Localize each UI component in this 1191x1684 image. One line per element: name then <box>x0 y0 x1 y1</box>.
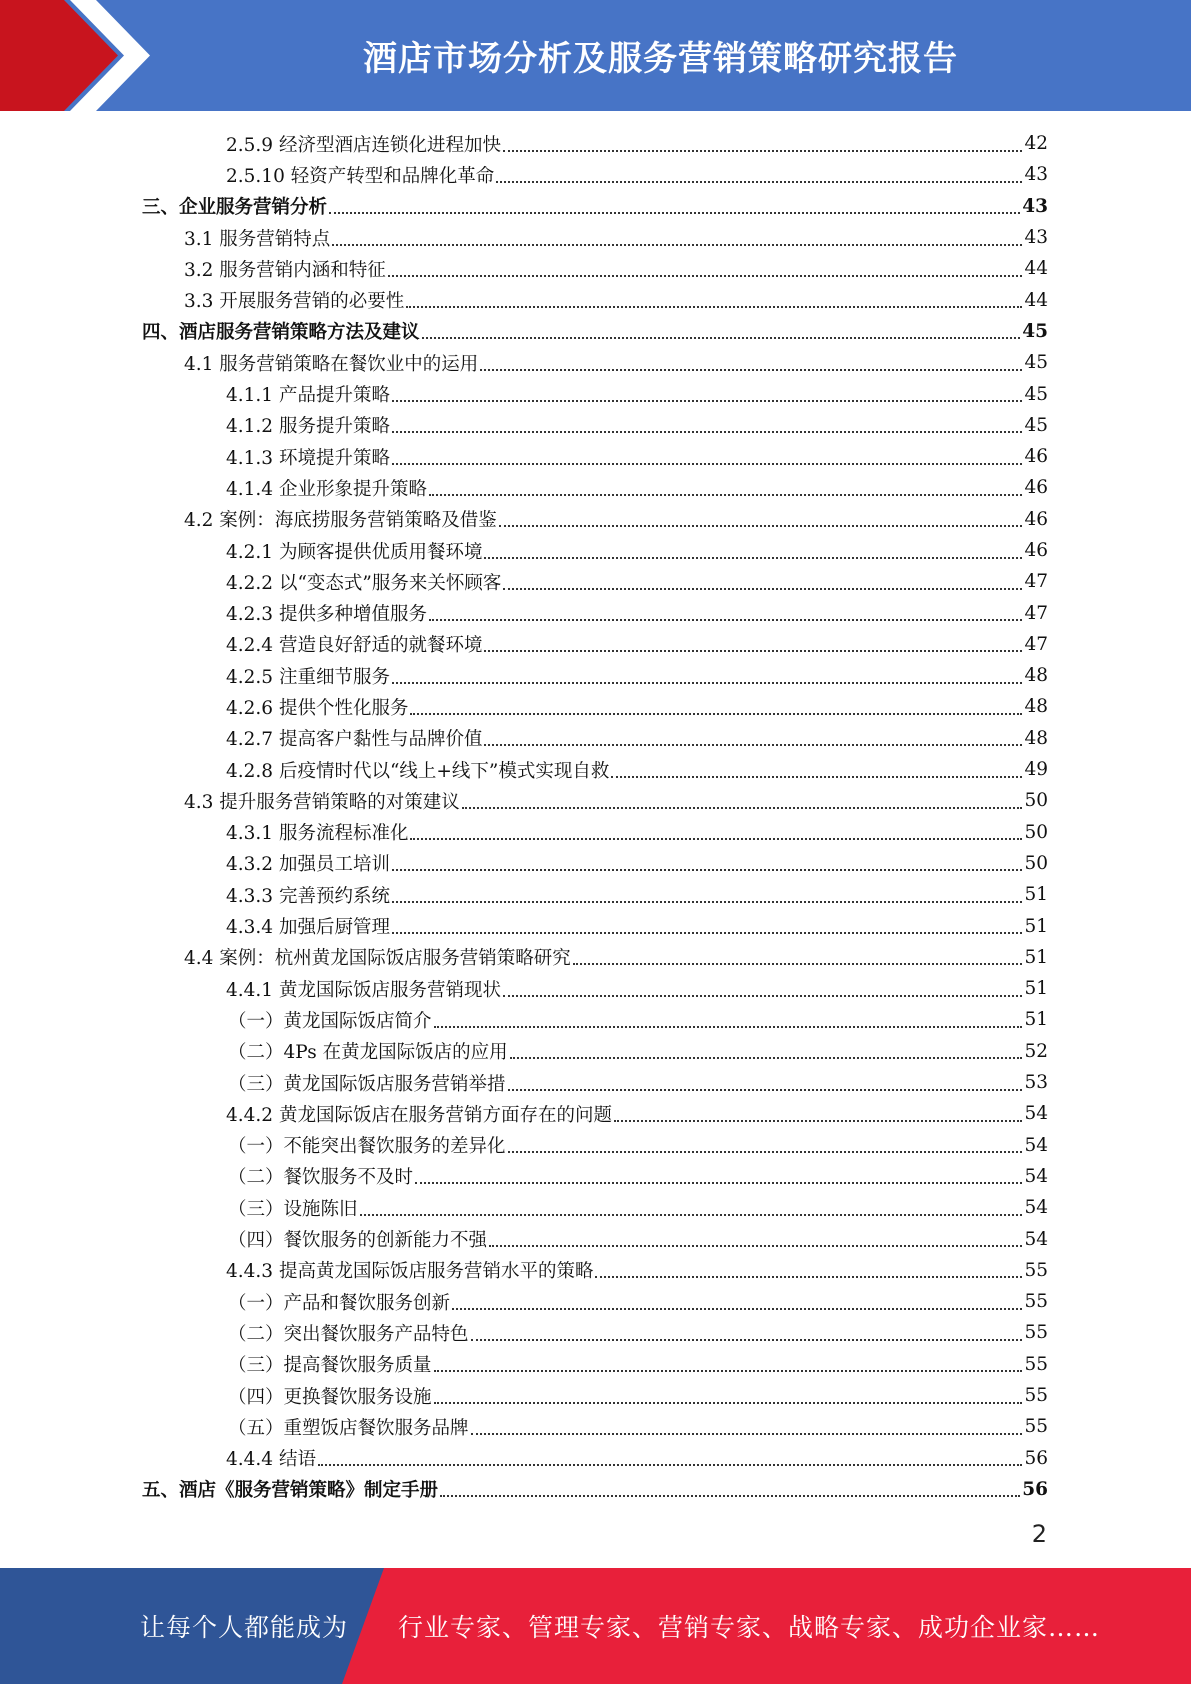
toc-entry-title: （二）餐饮服务不及时 <box>228 1167 414 1189</box>
toc-dot-leader <box>392 400 1022 402</box>
toc-entry-page: 53 <box>1024 1072 1048 1094</box>
toc-entry-title: 3.3 开展服务营销的必要性 <box>184 291 405 313</box>
toc-dot-leader <box>471 1339 1023 1341</box>
toc-entry[interactable] <box>140 1255 1048 1286</box>
toc-entry-title: 4.1.1 产品提升策略 <box>226 385 390 407</box>
toc-entry[interactable] <box>140 973 1048 1004</box>
toc-entry-page: 45 <box>1024 352 1048 374</box>
toc-dot-leader <box>503 150 1022 152</box>
toc-entry-title: （三）提高餐饮服务质量 <box>228 1355 432 1377</box>
toc-entry[interactable] <box>140 504 1048 535</box>
toc-dot-leader <box>318 1464 1023 1466</box>
toc-entry-page: 55 <box>1024 1416 1048 1438</box>
toc-dot-leader <box>595 1276 1022 1278</box>
toc-entry-title: 4.1 服务营销策略在餐饮业中的运用 <box>184 353 479 375</box>
toc-entry-page: 46 <box>1024 446 1048 468</box>
toc-entry[interactable] <box>140 1192 1048 1223</box>
toc-entry-title: 4.3.2 加强员工培训 <box>226 854 390 876</box>
toc-entry-title: 2.5.9 经济型酒店连锁化进程加快 <box>226 134 501 156</box>
toc-entry[interactable] <box>140 1004 1048 1035</box>
toc-entry-title: 4.2.5 注重细节服务 <box>226 666 390 688</box>
toc-dot-leader <box>410 838 1022 840</box>
toc-entry-page: 47 <box>1024 633 1048 655</box>
toc-dot-leader <box>452 1308 1022 1310</box>
toc-entry[interactable] <box>140 191 1048 222</box>
toc-dot-leader <box>332 244 1022 246</box>
toc-entry[interactable] <box>140 378 1048 409</box>
toc-entry[interactable] <box>140 817 1048 848</box>
footer-slogan-right: 行业专家、管理专家、营销专家、战略专家、成功企业家…… <box>398 1613 1101 1642</box>
toc-entry-page: 50 <box>1024 821 1048 843</box>
toc-entry[interactable] <box>140 879 1048 910</box>
toc-dot-leader <box>429 494 1022 496</box>
toc-entry-page: 51 <box>1024 884 1048 906</box>
toc-entry-page: 48 <box>1024 727 1048 749</box>
toc-entry-title: 4.4.3 提高黄龙国际饭店服务营销水平的策略 <box>226 1261 594 1283</box>
toc-entry[interactable] <box>140 848 1048 879</box>
toc-dot-leader <box>471 1433 1023 1435</box>
toc-dot-leader <box>392 463 1022 465</box>
toc-entry-title: 4.4.4 结语 <box>226 1449 316 1471</box>
footer-slogan-left: 让每个人都能成为 <box>140 1613 349 1642</box>
toc-dot-leader <box>410 713 1022 715</box>
toc-entry-title: 4.2.4 营造良好舒适的就餐环境 <box>226 635 483 657</box>
toc-entry[interactable] <box>140 1161 1048 1192</box>
toc-entry-title: 4.3 提升服务营销策略的对策建议 <box>184 791 460 813</box>
toc-entry-title: 4.2.8 后疫情时代以“线上+线下”模式实现自救 <box>226 760 610 782</box>
toc-entry[interactable] <box>140 1286 1048 1317</box>
toc-dot-leader <box>392 682 1022 684</box>
toc-entry-page: 54 <box>1024 1134 1048 1156</box>
document-title: 酒店市场分析及服务营销策略研究报告 <box>363 39 958 79</box>
toc-entry-title: 4.1.3 环境提升策略 <box>226 447 390 469</box>
toc-entry-page: 55 <box>1024 1291 1048 1313</box>
toc-entry[interactable] <box>140 1349 1048 1380</box>
toc-entry[interactable] <box>140 1474 1048 1505</box>
toc-entry-page: 55 <box>1024 1385 1048 1407</box>
toc-entry-title: （一）不能突出餐饮服务的差异化 <box>228 1136 506 1158</box>
toc-entry[interactable] <box>140 316 1048 347</box>
toc-entry[interactable] <box>140 910 1048 941</box>
toc-dot-leader <box>388 275 1023 277</box>
toc-entry[interactable] <box>140 629 1048 660</box>
toc-dot-leader <box>573 963 1023 965</box>
toc-entry[interactable] <box>140 441 1048 472</box>
toc-dot-leader <box>510 1057 1023 1059</box>
toc-dot-leader <box>508 1151 1023 1153</box>
toc-entry-page: 51 <box>1024 978 1048 1000</box>
page-number: 2 <box>1031 1520 1047 1548</box>
toc-entry-page: 47 <box>1024 571 1048 593</box>
toc-entry-title: 2.5.10 轻资产转型和品牌化革命 <box>226 165 495 187</box>
toc-entry[interactable] <box>140 691 1048 722</box>
toc-entry-page: 45 <box>1024 383 1048 405</box>
toc-entry[interactable] <box>140 253 1048 284</box>
toc-entry-page: 52 <box>1024 1040 1048 1062</box>
toc-entry-title: 4.2.6 提供个性化服务 <box>226 697 409 719</box>
toc-entry[interactable] <box>140 566 1048 597</box>
table-of-contents <box>140 128 1048 1505</box>
toc-entry[interactable] <box>140 754 1048 785</box>
toc-entry-title: 4.3.4 加强后厨管理 <box>226 917 390 939</box>
toc-entry-title: 3.1 服务营销特点 <box>184 228 331 250</box>
toc-entry[interactable] <box>140 1130 1048 1161</box>
toc-entry[interactable] <box>140 1098 1048 1129</box>
toc-dot-leader <box>434 1402 1023 1404</box>
toc-entry-title: 4.2.3 提供多种增值服务 <box>226 604 427 626</box>
toc-dot-leader <box>614 1120 1022 1122</box>
toc-entry-page: 54 <box>1024 1228 1048 1250</box>
toc-entry-page: 56 <box>1022 1478 1048 1500</box>
toc-entry-page: 50 <box>1024 852 1048 874</box>
toc-entry-title: （一）产品和餐饮服务创新 <box>228 1292 451 1314</box>
toc-dot-leader <box>392 869 1022 871</box>
toc-entry-page: 48 <box>1024 696 1048 718</box>
toc-entry-title: 4.4 案例：杭州黄龙国际饭店服务营销策略研究 <box>184 948 571 970</box>
toc-entry[interactable] <box>140 1223 1048 1254</box>
toc-entry[interactable] <box>140 472 1048 503</box>
toc-entry-title: （五）重塑饭店餐饮服务品牌 <box>228 1417 469 1439</box>
toc-entry-title: 五、酒店《服务营销策略》制定手册 <box>142 1480 439 1502</box>
toc-entry-title: （一）黄龙国际饭店简介 <box>228 1010 432 1032</box>
toc-entry-title: （二）4Ps 在黄龙国际饭店的应用 <box>228 1042 508 1064</box>
header-banner <box>0 0 1191 111</box>
toc-dot-leader <box>360 1214 1023 1216</box>
toc-entry-title: 4.2.2 以“变态式”服务来关怀顾客 <box>226 572 502 594</box>
toc-entry-title: （二）突出餐饮服务产品特色 <box>228 1323 469 1345</box>
toc-dot-leader <box>499 525 1023 527</box>
toc-entry-page: 46 <box>1024 477 1048 499</box>
toc-dot-leader <box>508 1089 1023 1091</box>
toc-entry-title: 4.3.1 服务流程标准化 <box>226 823 409 845</box>
toc-dot-leader <box>462 807 1023 809</box>
toc-entry-title: 4.4.2 黄龙国际饭店在服务营销方面存在的问题 <box>226 1104 612 1126</box>
toc-entry[interactable] <box>140 410 1048 441</box>
toc-entry-page: 51 <box>1024 915 1048 937</box>
toc-entry[interactable] <box>140 535 1048 566</box>
toc-entry-title: （四）更换餐饮服务设施 <box>228 1386 432 1408</box>
toc-entry[interactable] <box>140 347 1048 378</box>
toc-dot-leader <box>434 1026 1023 1028</box>
toc-entry[interactable] <box>140 597 1048 628</box>
toc-entry-page: 43 <box>1024 164 1048 186</box>
toc-dot-leader <box>484 557 1022 559</box>
toc-entry[interactable] <box>140 1067 1048 1098</box>
toc-entry-page: 42 <box>1024 133 1048 155</box>
toc-dot-leader <box>329 212 1020 214</box>
toc-entry-page: 55 <box>1024 1322 1048 1344</box>
toc-dot-leader <box>503 995 1022 997</box>
toc-entry[interactable] <box>140 222 1048 253</box>
toc-entry-page: 43 <box>1022 195 1048 217</box>
toc-entry-page: 54 <box>1024 1103 1048 1125</box>
toc-entry-page: 47 <box>1024 602 1048 624</box>
toc-entry[interactable] <box>140 723 1048 754</box>
toc-entry-title: 4.3.3 完善预约系统 <box>226 885 390 907</box>
toc-entry[interactable] <box>140 1317 1048 1348</box>
toc-entry-title: （三）黄龙国际饭店服务营销举措 <box>228 1073 506 1095</box>
toc-entry-page: 45 <box>1022 320 1048 342</box>
footer-banner <box>0 1568 1191 1684</box>
toc-entry-title: 3.2 服务营销内涵和特征 <box>184 259 386 281</box>
toc-dot-leader <box>496 181 1022 183</box>
toc-entry-title: 4.1.4 企业形象提升策略 <box>226 478 427 500</box>
toc-entry[interactable] <box>140 660 1048 691</box>
toc-entry-title: 4.4.1 黄龙国际饭店服务营销现状 <box>226 979 501 1001</box>
toc-dot-leader <box>489 1245 1022 1247</box>
toc-entry-title: 三、企业服务营销分析 <box>142 197 328 219</box>
toc-entry[interactable] <box>140 942 1048 973</box>
toc-entry-page: 43 <box>1024 227 1048 249</box>
toc-entry-page: 46 <box>1024 540 1048 561</box>
toc-entry-page: 49 <box>1024 759 1048 781</box>
toc-dot-leader <box>406 306 1022 308</box>
toc-entry-page: 56 <box>1024 1447 1048 1469</box>
toc-dot-leader <box>484 744 1022 746</box>
toc-entry-page: 48 <box>1024 665 1048 687</box>
toc-entry-page: 51 <box>1024 1009 1048 1031</box>
toc-entry[interactable] <box>140 284 1048 315</box>
header-chevron-graphic <box>0 0 150 111</box>
toc-dot-leader <box>611 776 1022 778</box>
toc-entry-title: 4.2.7 提高客户黏性与品牌价值 <box>226 729 483 751</box>
toc-entry-title: 4.2.1 为顾客提供优质用餐环境 <box>226 541 483 563</box>
toc-entry-page: 45 <box>1024 414 1048 436</box>
toc-entry-title: 4.2 案例：海底捞服务营销策略及借鉴 <box>184 510 497 532</box>
toc-dot-leader <box>480 369 1022 371</box>
toc-entry[interactable] <box>140 1411 1048 1442</box>
toc-dot-leader <box>503 588 1022 590</box>
toc-entry-page: 54 <box>1024 1165 1048 1187</box>
toc-entry[interactable] <box>140 1442 1048 1473</box>
toc-entry[interactable] <box>140 159 1048 190</box>
toc-entry-title: 四、酒店服务营销策略方法及建议 <box>142 322 420 344</box>
toc-entry-page: 51 <box>1024 946 1048 968</box>
toc-entry-title: （三）设施陈旧 <box>228 1198 358 1220</box>
toc-entry-page: 55 <box>1024 1259 1048 1281</box>
toc-entry[interactable] <box>140 128 1048 159</box>
toc-entry-page: 55 <box>1024 1353 1048 1375</box>
toc-dot-leader <box>484 650 1022 652</box>
toc-entry-page: 54 <box>1024 1197 1048 1219</box>
toc-entry-page: 50 <box>1024 790 1048 812</box>
toc-entry-page: 44 <box>1024 289 1048 311</box>
toc-dot-leader <box>392 901 1022 903</box>
toc-entry-title: （四）餐饮服务的创新能力不强 <box>228 1230 488 1252</box>
toc-dot-leader <box>440 1495 1020 1497</box>
toc-dot-leader <box>429 619 1022 621</box>
toc-dot-leader <box>392 932 1022 934</box>
toc-dot-leader <box>415 1182 1022 1184</box>
toc-entry[interactable] <box>140 1380 1048 1411</box>
toc-dot-leader <box>392 431 1022 433</box>
toc-entry-page: 44 <box>1024 258 1048 280</box>
toc-entry-page: 46 <box>1024 508 1048 530</box>
toc-dot-leader <box>434 1370 1023 1372</box>
toc-entry[interactable] <box>140 1036 1048 1067</box>
toc-dot-leader <box>422 337 1021 339</box>
toc-entry[interactable] <box>140 785 1048 816</box>
toc-entry-title: 4.1.2 服务提升策略 <box>226 416 390 438</box>
